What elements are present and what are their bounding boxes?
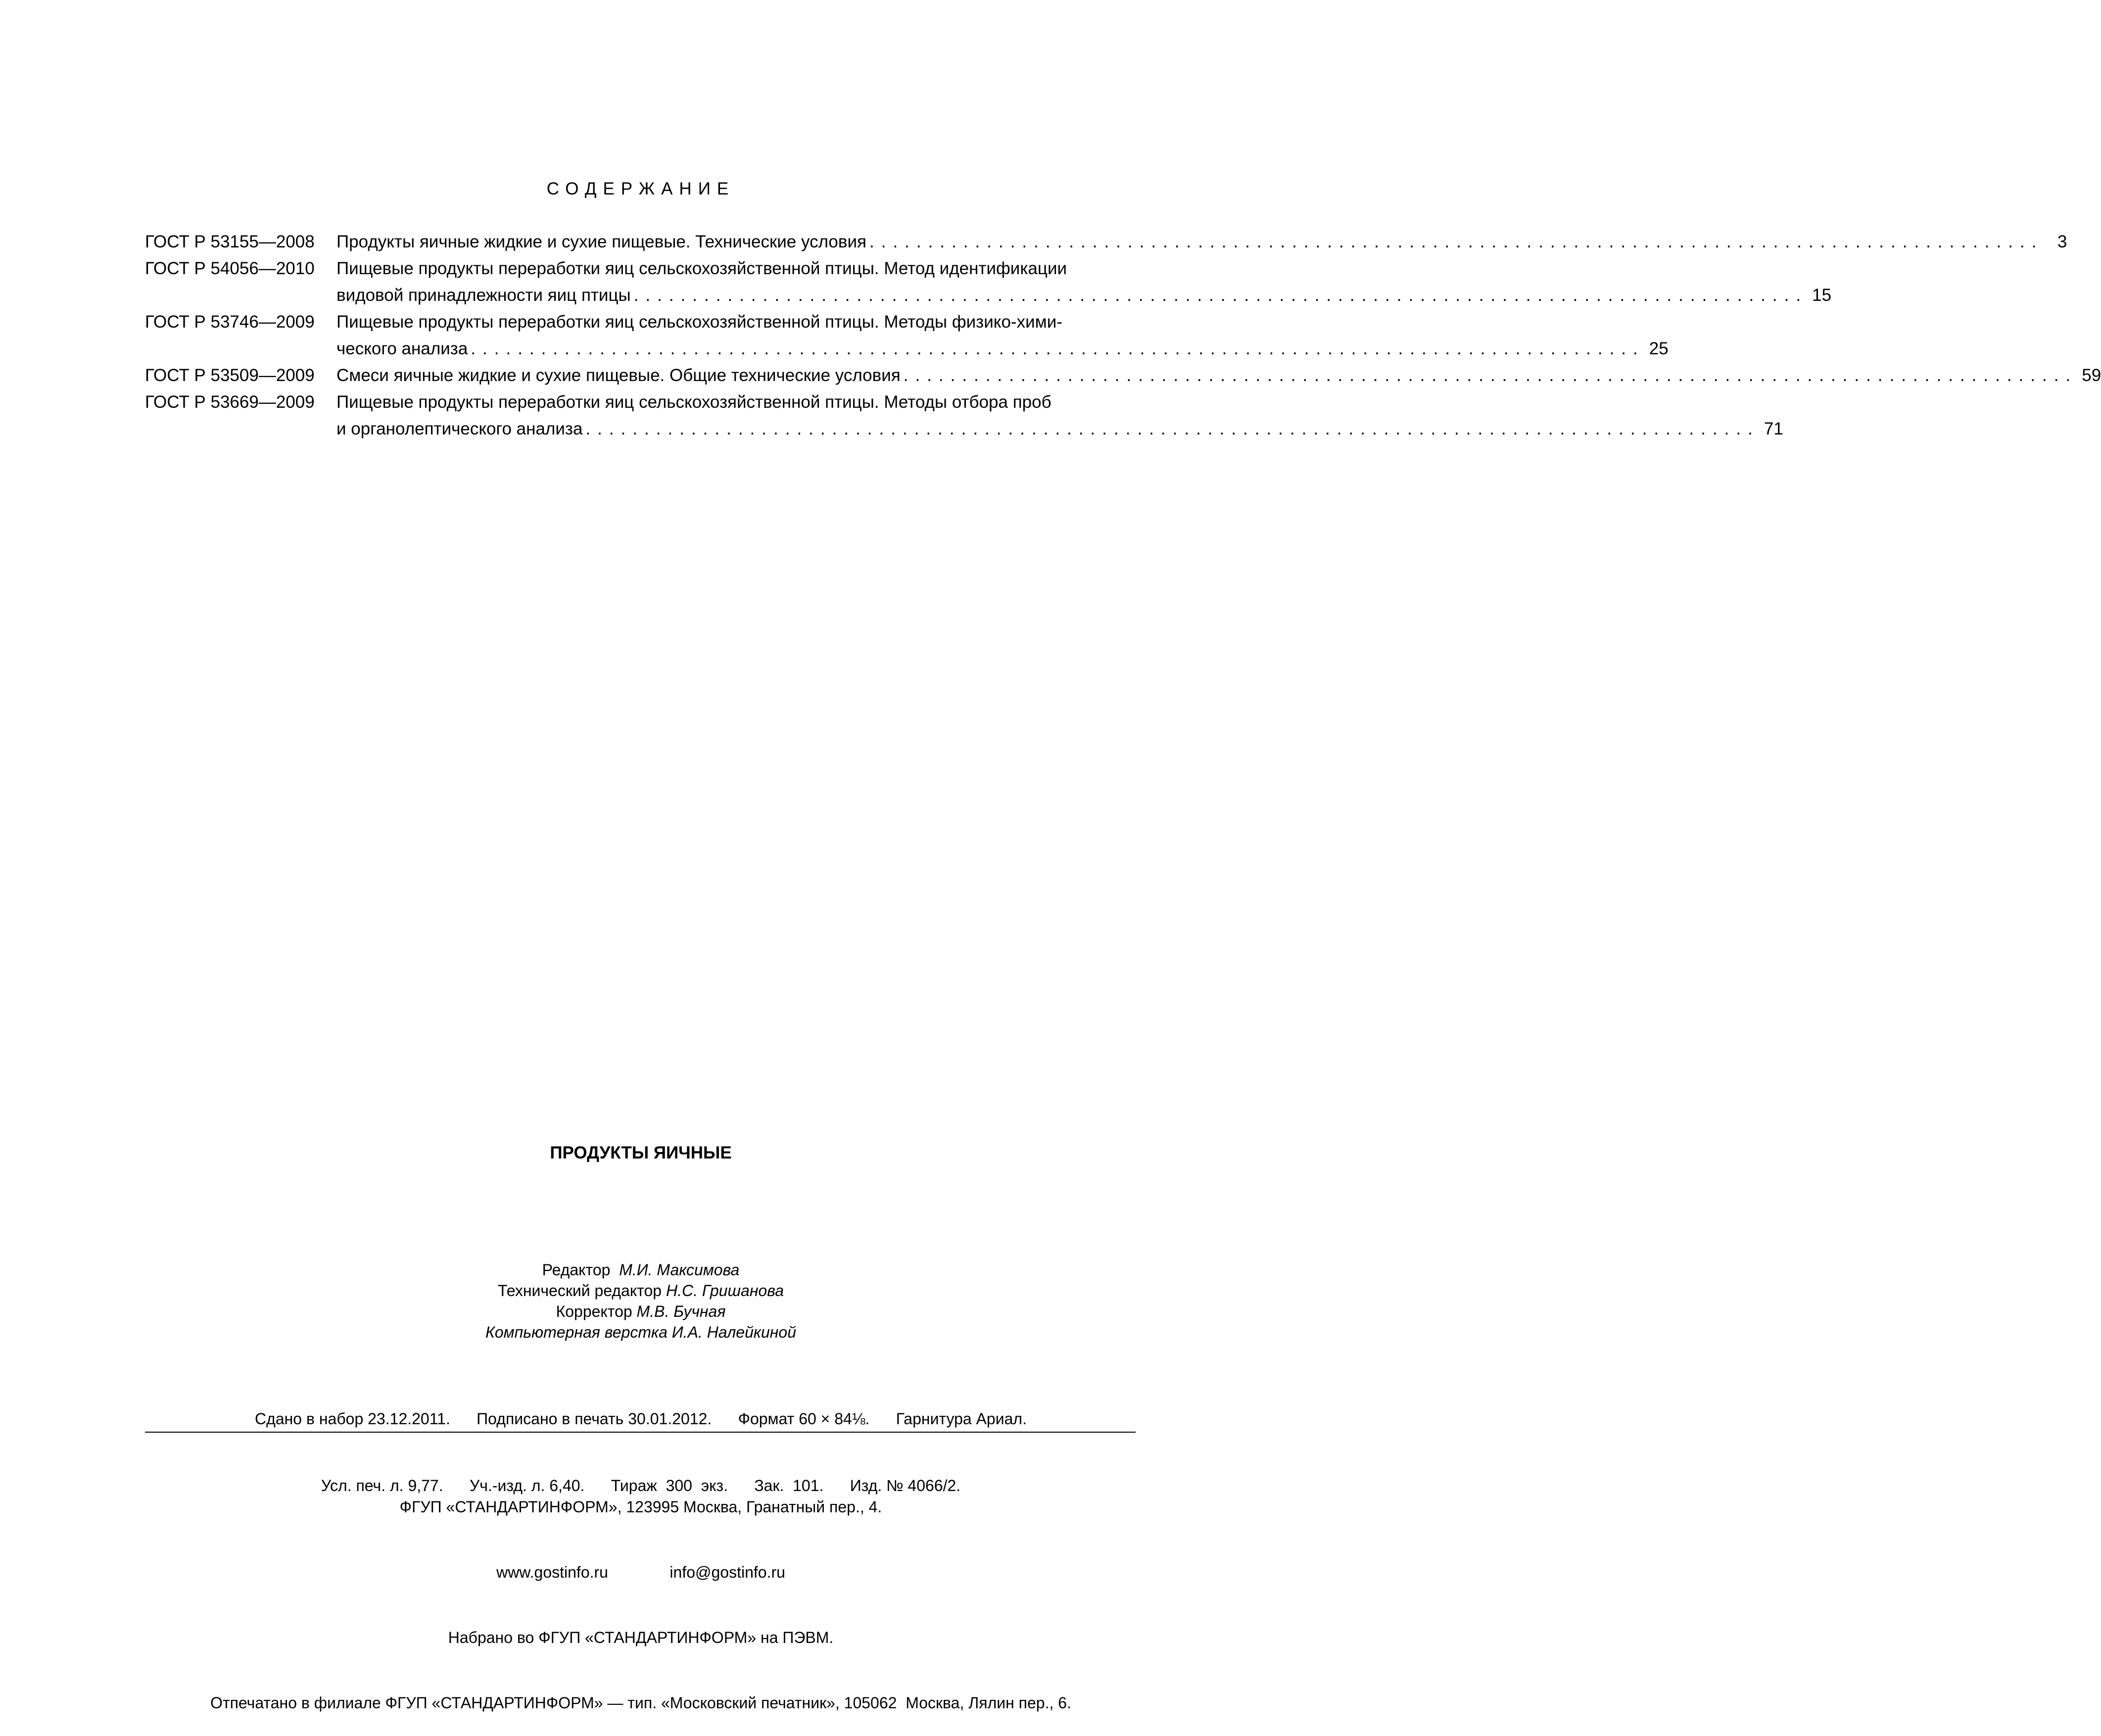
collection-heading: ПРОДУКТЫ ЯИЧНЫЕ (550, 1143, 732, 1162)
toc-leader-dots: .................................................................................................... (585, 419, 1760, 438)
horizontal-rule (145, 1432, 1136, 1433)
toc-leader-dots: .................................................................................................... (869, 232, 2044, 251)
toc-entry-title-continued: ческого анализа (336, 339, 468, 358)
toc-entry-code: ГОСТ Р 53669—2009 (145, 392, 315, 412)
toc-leader-dots: .................................................................................................... (633, 286, 1808, 305)
toc-entry-page: 15 (1812, 286, 1832, 305)
imprint-line: Сдано в набор 23.12.2011. Подписано в печать 30.01.2012. Формат 60 × 84⅛. Гарнитура Ариал. (255, 1410, 1027, 1428)
imprint-line: Усл. печ. л. 9,77. Уч.-изд. л. 6,40. Тираж 300 экз. Зак. 101. Изд. № 4066/2. (321, 1477, 961, 1495)
toc-entry[interactable] (145, 362, 2101, 389)
toc-entry-title-continued: и органолептического анализа (336, 419, 583, 438)
publisher-address: ФГУП «СТАНДАРТИНФОРМ», 123995 Москва, Гранатный пер., 4. (399, 1498, 882, 1516)
toc-leader-dots: .................................................................................................... (471, 339, 1645, 358)
toc-entry-page: 3 (2057, 232, 2067, 251)
publisher-typeset: Набрано во ФГУП «СТАНДАРТИНФОРМ» на ПЭВМ. (448, 1629, 834, 1646)
toc-entry-title: Пищевые продукты переработки яиц сельскохозяйственной птицы. Метод идентификации (336, 259, 1067, 278)
toc-entry-title-continued: видовой принадлежности яиц птицы (336, 286, 631, 305)
toc-entry-title: Продукты яичные жидкие и сухие пищевые. Технические условия (336, 232, 866, 251)
credits-block (0, 1259, 1282, 1343)
toc-leader-dots: .................................................................................................... (903, 366, 2078, 385)
publisher-web[interactable]: www.gostinfo.ru info@gostinfo.ru (496, 1563, 785, 1581)
toc-entry-title: Смеси яичные жидкие и сухие пищевые. Общие технические условия (336, 366, 901, 385)
credits-layout: Компьютерная верстка И.А. Налейкиной (485, 1323, 796, 1341)
toc-entry-page: 25 (1649, 339, 1669, 358)
publisher-block (0, 1452, 1282, 1736)
credits-tech-editor: Технический редактор Н.С. Гришанова (497, 1282, 784, 1300)
toc-entry-page: 71 (1764, 419, 1783, 438)
toc-entry-code: ГОСТ Р 53155—2008 (145, 232, 315, 251)
publisher-printer: Отпечатано в филиале ФГУП «СТАНДАРТИНФОРМ» — тип. «Московский печатник», 105062 Москва, Лялин пер., 6. (210, 1694, 1071, 1712)
toc-entry-page: 59 (2082, 366, 2101, 385)
toc-entry-code: ГОСТ Р 53746—2009 (145, 312, 315, 332)
toc-entry[interactable] (145, 255, 1832, 309)
toc-entry[interactable] (145, 229, 2067, 255)
table-of-contents (145, 229, 2101, 442)
toc-entry[interactable] (145, 309, 1669, 362)
credits-corrector: Корректор М.В. Бучная (556, 1302, 726, 1320)
toc-entry-title: Пищевые продукты переработки яиц сельскохозяйственной птицы. Методы отбора проб (336, 392, 1051, 412)
toc-entry-title: Пищевые продукты переработки яиц сельскохозяйственной птицы. Методы физико-хими- (336, 312, 1062, 332)
toc-entry[interactable] (145, 389, 1783, 442)
credits-editor: Редактор М.И. Максимова (542, 1261, 740, 1279)
toc-title: СОДЕРЖАНИЕ (546, 179, 735, 198)
toc-entry-code: ГОСТ Р 53509—2009 (145, 366, 315, 385)
toc-entry-code: ГОСТ Р 54056—2010 (145, 259, 315, 278)
